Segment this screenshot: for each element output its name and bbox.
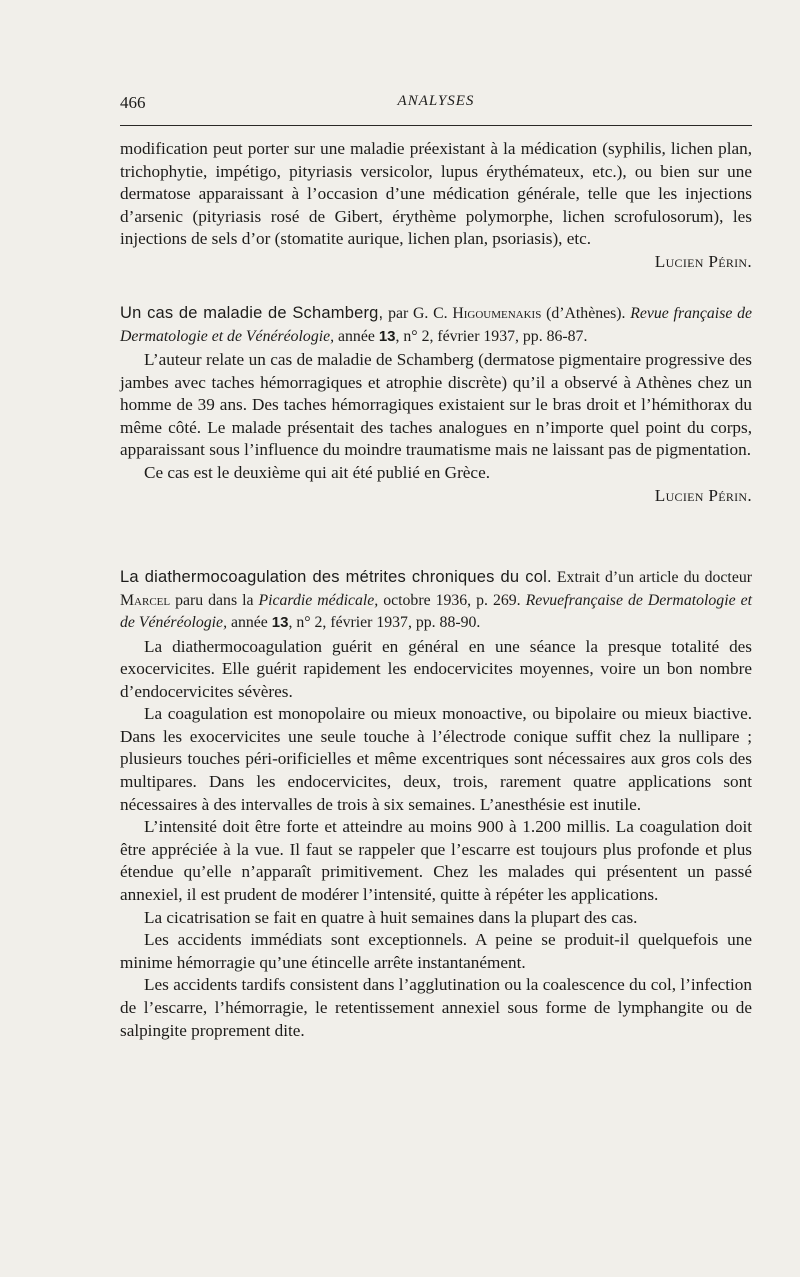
entry-journal: Revuefrançaise de Dermatologie et de Vénéréologie,: [120, 591, 752, 631]
entry-issue-details: , n° 2, février 1937, pp. 86-87.: [395, 327, 588, 345]
entry-heading: [120, 302, 752, 347]
previous-review-continuation: [120, 138, 752, 274]
page-header: [120, 93, 752, 117]
entry-year-prefix: année: [334, 327, 379, 345]
paragraph: Les accidents tardifs consistent dans l’agglutination ou la coalescence du col, l’infection de l’escarre, l’hémorragie, le retentissement annexiel sous forme de lymphangite ou de salpingite proprement dite.: [120, 975, 752, 1040]
paragraph: modification peut porter sur une maladie préexistant à la médication (syphilis, lichen plan, trichophytie, impétigo, pityriasis versicolor, lupus érythémateux, etc.), ou bien sur une dermatose apparaissant à l’occasion d’une médication générale, telle que les injections d’arsenic (pityriasis rosé de Gibert, érythème polymorphe, lichen scrofulosorum), les injections de sels d’or (stomatite aurique, lichen plan, psoriasis), etc.: [120, 139, 752, 249]
entry-source: Picardie médicale,: [258, 591, 379, 609]
entry-location: (d’Athènes).: [541, 305, 631, 322]
running-title: ANALYSES: [397, 93, 475, 109]
paragraph: Ce cas est le deuxième qui ait été publié en Grèce.: [144, 462, 490, 482]
paragraph: Les accidents immédiats sont exceptionnels. A peine se produit-il quelquefois une minime hémorragie qu’une étincelle arrête instantanément.: [120, 930, 752, 972]
reviewer-signature: Lucien Périn.: [654, 485, 752, 505]
entry-volume: 13: [378, 327, 396, 345]
review-entry-diathermocoagulation: [120, 566, 752, 1042]
entry-published-in: paru dans la: [170, 591, 259, 609]
reviewer-signature: Lucien Périn.: [654, 251, 752, 271]
entry-issue-details: , n° 2, février 1937, pp. 88-90.: [288, 614, 481, 631]
paragraph: La coagulation est monopolaire ou mieux monoactive, ou bipolaire ou mieux biactive. Dans les exocervicites une seule touche à l’électrode conique suffit chez la nullipare ; plusieurs touches péri-orificielles et même excentriques sont nécessaires aux gros cols des multipares. Dans les endocervicites, deux, trois, rarement quatre applications sont nécessaires à des intervalles de trois à six semaines. L’anesthésie est inutile.: [120, 704, 752, 814]
header-rule: [120, 125, 752, 126]
entry-journal: Revue française de Dermatologie et de Vénéréologie,: [120, 305, 753, 345]
entry-volume: 13: [271, 614, 289, 631]
page-number: 466: [120, 93, 146, 112]
entry-title: Un cas de maladie de Schamberg,: [120, 304, 384, 322]
entry-year-prefix: année: [227, 614, 272, 631]
paragraph: La cicatrisation se fait en quatre à huit semaines dans la plupart des cas.: [144, 907, 638, 927]
entry-by: par G. C.: [383, 305, 453, 322]
entry-author: Marcel: [120, 591, 171, 609]
entry-source-details: octobre 1936, p. 269.: [378, 591, 526, 609]
entry-heading: [120, 566, 752, 634]
entry-author: Higoumenakis: [452, 305, 542, 322]
paragraph: La diathermocoagulation guérit en général en une séance la presque totalité des exocervicites. Elle guérit rapidement les endocervicites moyennes, voire un bon nombre d’endocervicites sévères.: [120, 636, 752, 701]
entry-intro: Extrait d’un article du docteur: [551, 569, 752, 586]
paragraph: L’intensité doit être forte et atteindre au moins 900 à 1.200 millis. La coagulation doit être appréciée à la vue. Il faut se rappeler que l’escarre est toujours plus profonde et plus étendue qu’elle n’apparaît primitivement. Chez les malades qui présentent un passé annexiel, il est prudent de modérer l’intensité, quitte à répéter les applications.: [120, 817, 752, 905]
entry-title: La diathermocoagulation des métrites chroniques du col.: [120, 568, 552, 586]
paragraph: L’auteur relate un cas de maladie de Schamberg (dermatose pigmentaire progressive des jambes avec taches hémorragiques et atrophie discrète) qu’il a observé à Athènes chez un homme de 39 ans. Des taches hémorragiques existaient sur le bras droit et l’hémithorax du même côté. Le malade présentait des taches analogues en n’importe quel point du corps, apparaissant sous l’influence du moindre traumatisme mais ne laissant pas de pigmentation.: [120, 350, 752, 460]
review-entry-schamberg: [120, 302, 752, 507]
